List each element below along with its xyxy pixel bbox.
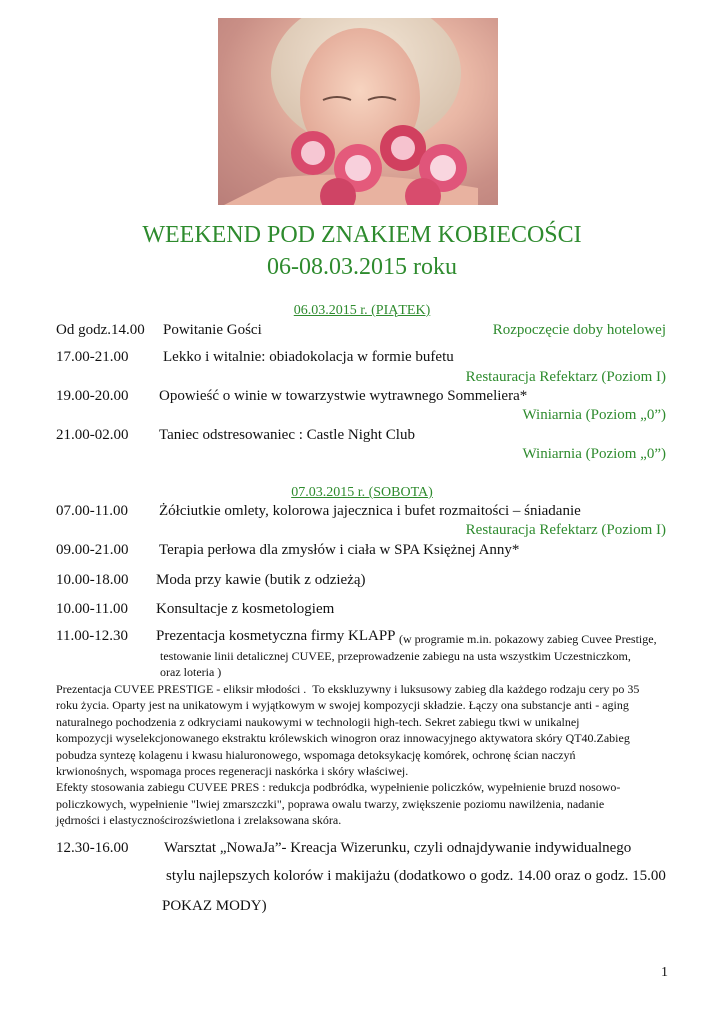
day1-item3-place: Winiarnia (Poziom „0”) — [522, 407, 666, 423]
presentation-line1 — [56, 681, 676, 697]
day2-item2-time: 09.00-21.00 — [56, 542, 129, 558]
day2-item5-note-line3: oraz loteria ) — [160, 665, 222, 679]
presentation-text-8: policzkowych, wypełnienie "lwiej zmarszczki", poprawa owalu twarzy, zwiększenie poziomu nawilżenia, nadanie — [56, 796, 605, 811]
page-title: WEEKEND POD ZNAKIEM KOBIECOŚCI — [142, 222, 582, 248]
presentation-text-2: roku życia. Oparty jest na unikatowym i wyjątkowym w swojej kompozycji składzie. Łączy ona substancje anti - aging — [56, 698, 629, 713]
day1-item3-time: 19.00-20.00 — [56, 388, 129, 404]
day1-item4-place: Winiarnia (Poziom „0”) — [522, 446, 666, 462]
day2-heading: 07.03.2015 r. (SOBOTA) — [291, 485, 433, 500]
day2-item2-desc: Terapia perłowa dla zmysłów i ciała w SPA Księżnej Anny* — [159, 542, 520, 558]
day2-item5-note-line1: (w programie m.in. pokazowy zabieg Cuvee Prestige, — [399, 632, 657, 646]
presentation-text-7: Efekty stosowania zabiegu CUVEE PRES : redukcja podbródka, wypełnienie policzków, wypełnienie bruzd nosowo- — [56, 780, 621, 795]
day1-heading: 06.03.2015 r. (PIĄTEK) — [293, 303, 431, 318]
day2-item3-time: 10.00-18.00 — [56, 572, 129, 588]
presentation-text-9: jędrności i elastycznościrozświetlona i zrelaksowana skóra. — [56, 813, 342, 828]
day1-item2-time: 17.00-21.00 — [56, 349, 129, 365]
day2-item3-desc: Moda przy kawie (butik z odzieżą) — [156, 572, 366, 588]
day2-item5-desc: Prezentacja kosmetyczna firmy KLAPP — [156, 628, 396, 644]
day2-item1-desc: Żółciutkie omlety, kolorowa jajecznica i bufet rozmaitości – śniadanie — [159, 503, 581, 519]
day2-item4-time: 10.00-11.00 — [56, 601, 128, 617]
day1-item1-desc: Powitanie Gości — [163, 322, 262, 338]
woman-with-roses-illustration — [218, 18, 498, 205]
page-number: 1 — [661, 965, 668, 980]
presentation-lead: Prezentacja CUVEE PRESTIGE - eliksir młodości . — [56, 682, 307, 696]
presentation-text-3: naturalnego pochodzenia z odkryciami naukowymi w technologii high-tech. Sekret zabiegu tkwi w unikalnej — [56, 714, 580, 729]
header-photo — [218, 18, 498, 205]
presentation-paragraph — [56, 681, 676, 829]
workshop-line2: stylu najlepszych kolorów i makijażu (dodatkowo o godz. 14.00 oraz o godz. 15.00 — [166, 868, 666, 884]
page-subtitle-dates: 06-08.03.2015 roku — [267, 254, 457, 280]
day1-item1-time: Od godz.14.00 — [56, 322, 145, 338]
workshop-time: 12.30-16.00 — [56, 840, 129, 856]
day1-item2-place: Restauracja Refektarz (Poziom I) — [465, 369, 666, 385]
presentation-text-6: krwionośnych, wspomaga proces regeneracji naskórka i skóry właściwej. — [56, 764, 409, 779]
day1-item2-desc: Lekko i witalnie: obiadokolacja w formie bufetu — [163, 349, 454, 365]
workshop-line1: Warsztat „NowaJa”- Kreacja Wizerunku, czyli odnajdywanie indywidualnego — [164, 840, 632, 856]
workshop-line3: POKAZ MODY) — [162, 898, 267, 914]
presentation-text-5: pobudza syntezę kolagenu i kwasu hialuronowego, wspomaga detoksykację komórek, ochronę ścian naczyń — [56, 747, 576, 762]
presentation-text-4: kompozycji wyselekcjonowanego ekstraktu królewskich winogron oraz innowacyjnego aktywatora skóry QT40.Zabieg — [56, 731, 630, 746]
day2-item5-note-line2: testowanie linii detalicznej CUVEE, przeprowadzenie zabiegu na usta wszystkim Uczestniczkom, — [160, 649, 631, 663]
day1-item4-desc: Taniec odstresowaniec : Castle Night Club — [159, 427, 415, 443]
day2-item4-desc: Konsultacje z kosmetologiem — [156, 601, 335, 617]
day2-item1-time: 07.00-11.00 — [56, 503, 128, 519]
day1-item1-place: Rozpoczęcie doby hotelowej — [492, 322, 666, 338]
day2-item1-place: Restauracja Refektarz (Poziom I) — [465, 522, 666, 538]
presentation-text-1: To ekskluzywny i luksusowy zabieg dla każdego rodzaju cery po 35 — [312, 682, 640, 696]
day1-item3-desc: Opowieść o winie w towarzystwie wytrawnego Sommeliera* — [159, 388, 528, 404]
day1-item4-time: 21.00-02.00 — [56, 427, 129, 443]
day2-item5-time: 11.00-12.30 — [56, 628, 128, 644]
